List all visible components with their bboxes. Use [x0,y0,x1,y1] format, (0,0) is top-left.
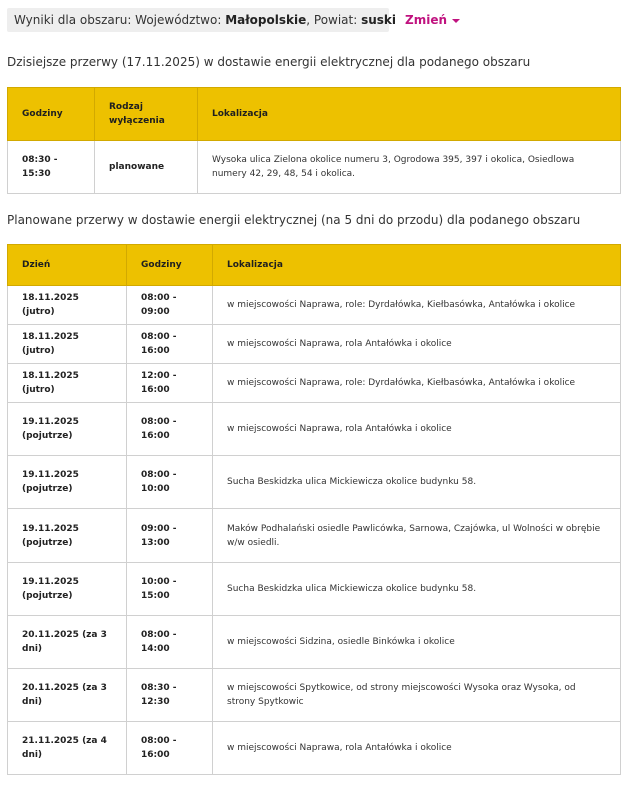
table-row [8,286,621,325]
cell-hours: 08:00 - 10:00 [127,456,213,509]
cell-hours: 08:00 - 16:00 [127,722,213,775]
table-header-row [8,245,621,286]
cell-hours: 09:00 - 13:00 [127,509,213,563]
cell-location: w miejscowości Sidzina, osiedle Binkówka i okolice [213,616,621,669]
caret-down-icon [452,19,460,23]
cell-location: Maków Podhalański osiedle Pawlicówka, Sarnowa, Czajówka, ul Wolności w obrębie w/w osiedli. [213,509,621,563]
table-row [8,563,621,616]
cell-day: 18.11.2025 (jutro) [8,364,127,403]
today-outages-title: Dzisiejsze przerwy (17.11.2025) w dostawie energii elektrycznej dla podanego obszaru [7,55,531,69]
cell-day: 20.11.2025 (za 3 dni) [8,616,127,669]
planned-outages-table [7,244,621,775]
table-row [8,616,621,669]
filter-voivodeship-value: Małopolskie [225,13,307,27]
table-row [8,722,621,775]
cell-day: 19.11.2025 (pojutrze) [8,456,127,509]
cell-location: w miejscowości Naprawa, role: Dyrdałówka, Kiełbasówka, Antałówka i okolice [213,286,621,325]
cell-day: 18.11.2025 (jutro) [8,286,127,325]
header-hours: Godziny [8,88,95,141]
header-day: Dzień [8,245,127,286]
table-row [8,669,621,722]
header-hours: Godziny [127,245,213,286]
cell-location: w miejscowości Naprawa, rola Antałówka i okolice [213,403,621,456]
cell-hours: 08:00 - 16:00 [127,403,213,456]
cell-location: w miejscowości Naprawa, role: Dyrdałówka, Kiełbasówka, Antałówka i okolice [213,364,621,403]
cell-location: w miejscowości Spytkowice, od strony miejscowości Wysoka oraz Wysoka, od strony Spytkowic [213,669,621,722]
cell-location: Wysoka ulica Zielona okolice numeru 3, Ogrodowa 395, 397 i okolica, Osiedlowa numery 42, 29, 48, 54 i okolica. [198,141,621,194]
search-filter-bar [7,8,448,32]
cell-hours: 08:30 - 12:30 [127,669,213,722]
table-row [8,456,621,509]
planned-outages-title: Planowane przerwy w dostawie energii elektrycznej (na 5 dni do przodu) dla podanego obszaru [7,213,581,227]
change-area-button[interactable] [405,13,460,27]
table-row [8,325,621,364]
header-location: Lokalizacja [213,245,621,286]
filter-summary [7,13,396,27]
cell-location: Sucha Beskidzka ulica Mickiewicza okolice budynku 58. [213,563,621,616]
table-row [8,403,621,456]
filter-county-value: suski [361,13,397,27]
cell-hours: 08:00 - 09:00 [127,286,213,325]
filter-county-label: , Powiat: [306,13,362,27]
filter-prefix-label: Wyniki dla obszaru: Województwo: [14,13,226,27]
cell-hours: 10:00 - 15:00 [127,563,213,616]
table-row [8,364,621,403]
cell-day: 21.11.2025 (za 4 dni) [8,722,127,775]
cell-location: w miejscowości Naprawa, rola Antałówka i okolice [213,325,621,364]
table-row [8,141,621,194]
cell-location: Sucha Beskidzka ulica Mickiewicza okolice budynku 58. [213,456,621,509]
cell-day: 19.11.2025 (pojutrze) [8,403,127,456]
cell-day: 19.11.2025 (pojutrze) [8,563,127,616]
cell-location: w miejscowości Naprawa, rola Antałówka i okolice [213,722,621,775]
change-area-label: Zmień [405,13,448,27]
header-location: Lokalizacja [198,88,621,141]
cell-hours: 12:00 - 16:00 [127,364,213,403]
table-row [8,509,621,563]
today-outages-table [7,87,621,194]
cell-outage-type: planowane [95,141,198,194]
cell-hours: 08:30 - 15:30 [8,141,95,194]
cell-hours: 08:00 - 14:00 [127,616,213,669]
cell-hours: 08:00 - 16:00 [127,325,213,364]
header-outage-type: Rodzaj wyłączenia [95,88,198,141]
cell-day: 19.11.2025 (pojutrze) [8,509,127,563]
cell-day: 18.11.2025 (jutro) [8,325,127,364]
table-header-row [8,88,621,141]
cell-day: 20.11.2025 (za 3 dni) [8,669,127,722]
